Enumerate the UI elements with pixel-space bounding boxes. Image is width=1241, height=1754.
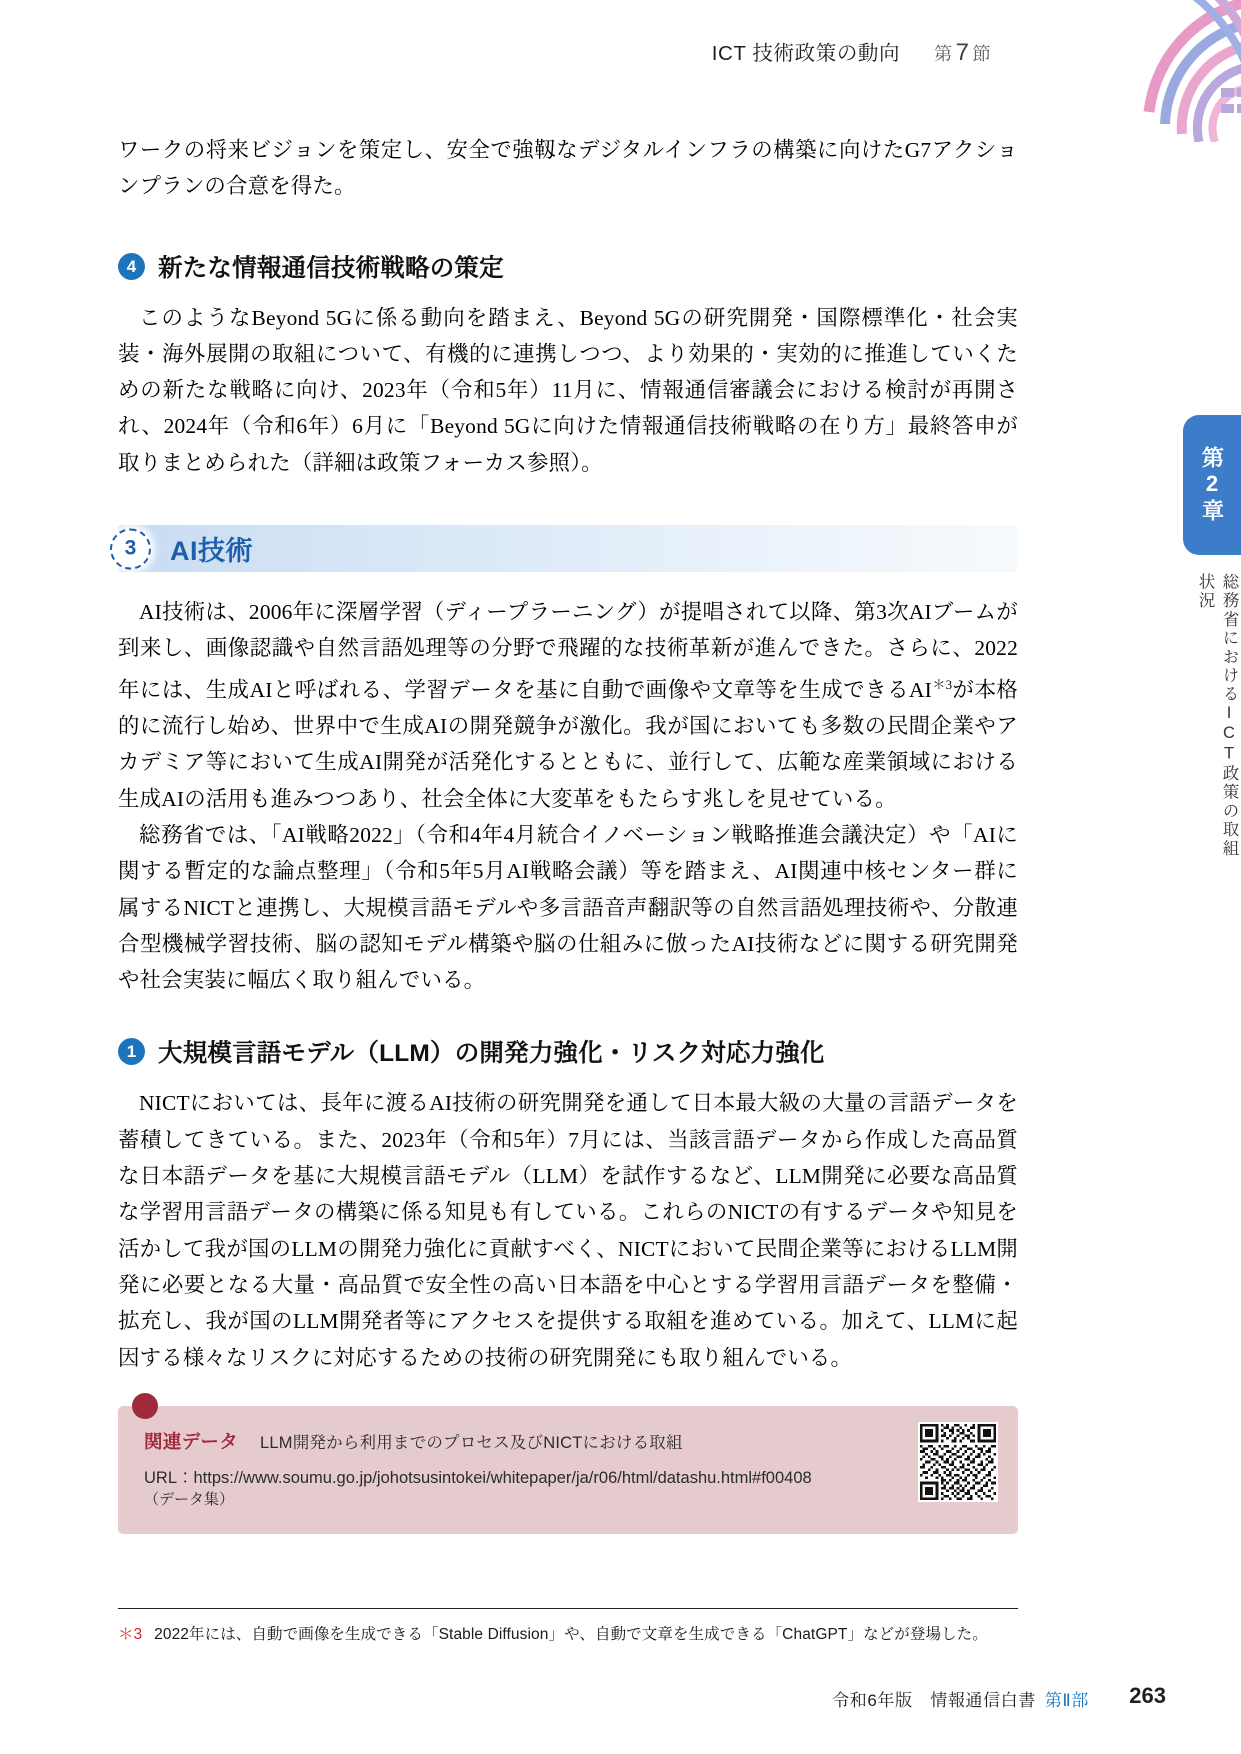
page-title: ICT 技術政策の動向 <box>711 42 901 65</box>
section-prefix: 第 <box>934 44 953 64</box>
footnote-marker: ＊3 <box>118 1626 143 1643</box>
related-data-box <box>118 1406 1018 1534</box>
chapter-side-tab <box>1183 415 1241 873</box>
subheading-number-badge: 4 <box>118 253 145 280</box>
footnote-item <box>118 1622 1018 1646</box>
footnote-divider <box>118 1608 1018 1609</box>
qr-code-icon[interactable] <box>918 1422 998 1502</box>
section-suffix: 節 <box>972 44 991 64</box>
main-content <box>118 132 1018 1534</box>
section-number: 7 <box>955 39 970 66</box>
related-data-header <box>144 1428 992 1454</box>
intro-paragraph: ワークの将来ビジョンを策定し、安全で強靱なデジタルインフラの構築に向けたG7アクションプランの合意を得た。 <box>118 138 1018 199</box>
section-indicator <box>934 39 991 67</box>
related-data-url[interactable] <box>144 1468 904 1510</box>
subheading-label: 大規模言語モデル（LLM）の開発力強化・リスク対応力強化 <box>158 1040 825 1068</box>
header-title-group <box>712 36 991 67</box>
page-header <box>0 28 1241 80</box>
section-heading-label: AI技術 <box>170 536 253 567</box>
paragraph-ai-overview-part2: が本格的に流行し始め、世界中で生成AIの開発競争が激化。我が国においても多数の民間企業やアカデミア等において生成AI開発が活発化するとともに、並行して、広範な産業領域における生成AIの活用も進みつつあり、社会全体に大変革をもたらす兆しを見せている。 <box>118 677 1018 811</box>
paragraph-mic-ai-strategy: 総務省では、「AI戦略2022」（令和4年4月統合イノベーション戦略推進会議決定）や「AIに関する暫定的な論点整理」（令和5年5月AI戦略会議）等を踏まえ、AI関連中核センター群に属するNICTと連携し、大規模言語モデルや多言語音声翻訳等の自然言語処理技術や、分散連合型機械学習技術、脳の認知モデル構築や脳の仕組みに倣ったAI技術などに関する研究開発や社会実装に幅広く取り組んでいる。 <box>118 822 1018 993</box>
footer-part-label: 第Ⅱ部 <box>1044 1691 1089 1710</box>
related-data-title: LLM開発から利用までのプロセス及びNICTにおける取組 <box>260 1433 683 1452</box>
footnote-reference-3: ＊3 <box>932 676 953 692</box>
paragraph-beyond5g: このようなBeyond 5Gに係る動向を踏まえ、Beyond 5Gの研究開発・国際標準化・社会実装・海外展開の取組について、有機的に連携しつつ、より効果的・実効的に推進していくための新たな戦略に向け、2023年（令和5年）11月に、情報通信審議会における検討が再開され、2024年（令和6年）6月に「Beyond 5Gに向けた情報通信技術戦略の在り方」最終答申が取りまとめられた（詳細は政策フォーカス参照）。 <box>118 305 1018 475</box>
related-data-dot-icon <box>132 1393 158 1419</box>
subheading-llm <box>118 1034 1018 1069</box>
subheading-label: 新たな情報通信技術戦略の策定 <box>158 254 504 282</box>
decorative-arcs-graphic <box>999 0 1241 142</box>
paragraph-ai-overview-part1: AI技術は、2006年に深層学習（ディープラーニング）が提唱されて以降、第3次AIブームが到来し、画像認識や自然言語処理等の分野で飛躍的な技術革新が進んできた。さらに、2022年には、生成AIと呼ばれる、学習データを基に自動で画像や文章等を生成できるAI <box>118 600 1018 702</box>
footnote-area <box>118 1608 1018 1646</box>
chapter-tab-label: 総務省におけるICT政策の取組状況 <box>1196 573 1238 858</box>
section-heading-ai-technology <box>118 525 1018 572</box>
paragraph-llm-detail: NICTにおいては、長年に渡るAI技術の研究開発を通して日本最大級の大量の言語データを蓄積してきている。また、2023年（令和5年）7月には、当該言語データから作成した高品質な日本語データを基に大規模言語モデル（LLM）を試作するなど、LLM開発に必要な高品質な学習用言語データの構築に係る知見も有している。これらのNICTの有するデータや知見を活かして我が国のLLMの開発力強化に貢献すべく、NICTにおいて民間企業等におけるLLM開発に必要となる大量・高品質で安全性の高い日本語を中心とする学習用言語データを整備・拡充し、我が国のLLM開発者等にアクセスを提供する取組を進めている。加えて、LLMに起因する様々なリスクに対応するための技術の研究開発にも取り組んでいる。 <box>118 1091 1018 1370</box>
footnote-text: 2022年には、自動で画像を生成できる「Stable Diffusion」や、自動で文章を生成できる「ChatGPT」などが登場した。 <box>154 1626 988 1643</box>
related-data-label: 関連データ <box>144 1430 239 1452</box>
footer-publication <box>832 1686 1089 1711</box>
subheading-number-badge: 1 <box>118 1038 145 1065</box>
chapter-tab-chip: 第2章 <box>1183 415 1241 555</box>
footer-publication-title: 令和6年版 情報通信白書 <box>832 1691 1036 1710</box>
page-footer <box>0 1683 1241 1720</box>
related-data-url-text: URL：https://www.soumu.go.jp/johotsusintokei/whitepaper/ja/r06/html/datashu.html#f00408 <box>144 1468 812 1487</box>
subheading-new-ict-strategy <box>118 249 1018 284</box>
paragraph-ai-overview <box>118 594 1018 817</box>
page-number: 263 <box>1129 1683 1166 1708</box>
related-data-url-subtitle: （データ集） <box>144 1490 235 1508</box>
section-number-marker: 3 <box>110 528 151 569</box>
